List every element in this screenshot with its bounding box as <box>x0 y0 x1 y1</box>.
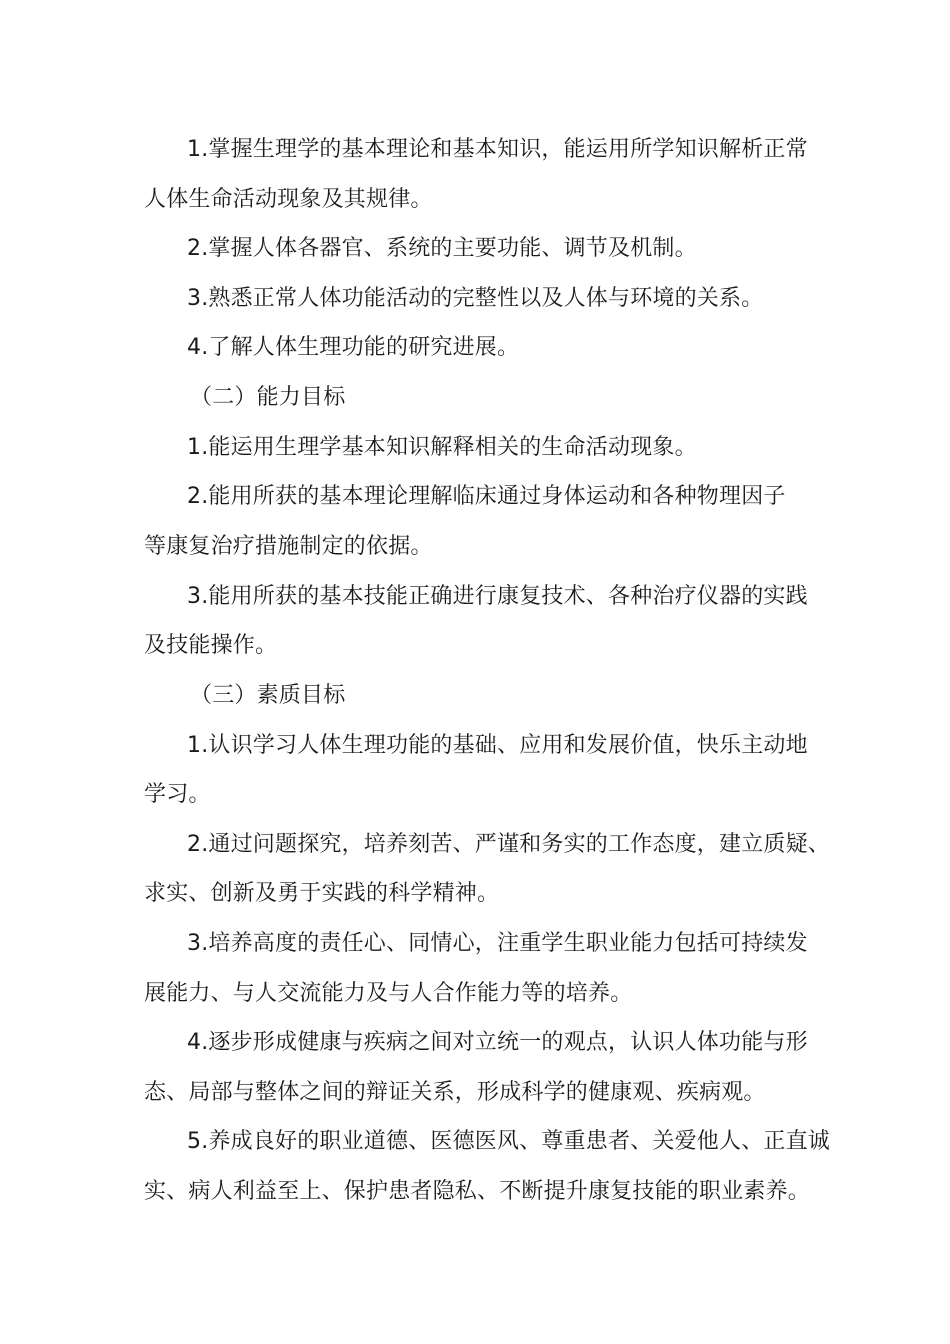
paragraph-line: 实、病人利益至上、保护患者隐私、不断提升康复技能的职业素养。 <box>144 1179 811 1204</box>
paragraph-line: 3.熟悉正常人体功能活动的完整性以及人体与环境的关系。 <box>187 286 764 311</box>
section-heading-ability: （二）能力目标 <box>190 385 346 410</box>
paragraph-line: 2.掌握人体各器官、系统的主要功能、调节及机制。 <box>187 236 697 261</box>
paragraph-line: 2.能用所获的基本理论理解临床通过身体运动和各种物理因子 <box>187 484 786 509</box>
paragraph-line: 1.能运用生理学基本知识解释相关的生命活动现象。 <box>187 435 697 460</box>
paragraph-line: 3.培养高度的责任心、同情心，注重学生职业能力包括可持续发 <box>187 931 808 956</box>
paragraph-line: 展能力、与人交流能力及与人合作能力等的培养。 <box>144 981 633 1006</box>
paragraph-line: 1.掌握生理学的基本理论和基本知识，能运用所学知识解析正常 <box>187 137 808 162</box>
paragraph-line: 求实、创新及勇于实践的科学精神。 <box>144 881 500 906</box>
paragraph-line: 学习。 <box>144 782 211 807</box>
paragraph-line: 2.通过问题探究，培养刻苦、严谨和务实的工作态度，建立质疑、 <box>187 832 830 857</box>
paragraph-line: 1.认识学习人体生理功能的基础、应用和发展价值，快乐主动地 <box>187 733 808 758</box>
paragraph-line: 3.能用所获的基本技能正确进行康复技术、各种治疗仪器的实践 <box>187 584 808 609</box>
paragraph-line: 等康复治疗措施制定的依据。 <box>144 534 433 559</box>
paragraph-line: 及技能操作。 <box>144 633 278 658</box>
section-heading-quality: （三）素质目标 <box>190 683 346 708</box>
paragraph-line: 人体生命活动现象及其规律。 <box>144 187 433 212</box>
paragraph-line: 5.养成良好的职业道德、医德医风、尊重患者、关爱他人、正直诚 <box>187 1129 830 1154</box>
paragraph-line: 4.了解人体生理功能的研究进展。 <box>187 335 520 360</box>
paragraph-line: 4.逐步形成健康与疾病之间对立统一的观点，认识人体功能与形 <box>187 1030 808 1055</box>
paragraph-line: 态、局部与整体之间的辩证关系，形成科学的健康观、疾病观。 <box>144 1080 766 1105</box>
